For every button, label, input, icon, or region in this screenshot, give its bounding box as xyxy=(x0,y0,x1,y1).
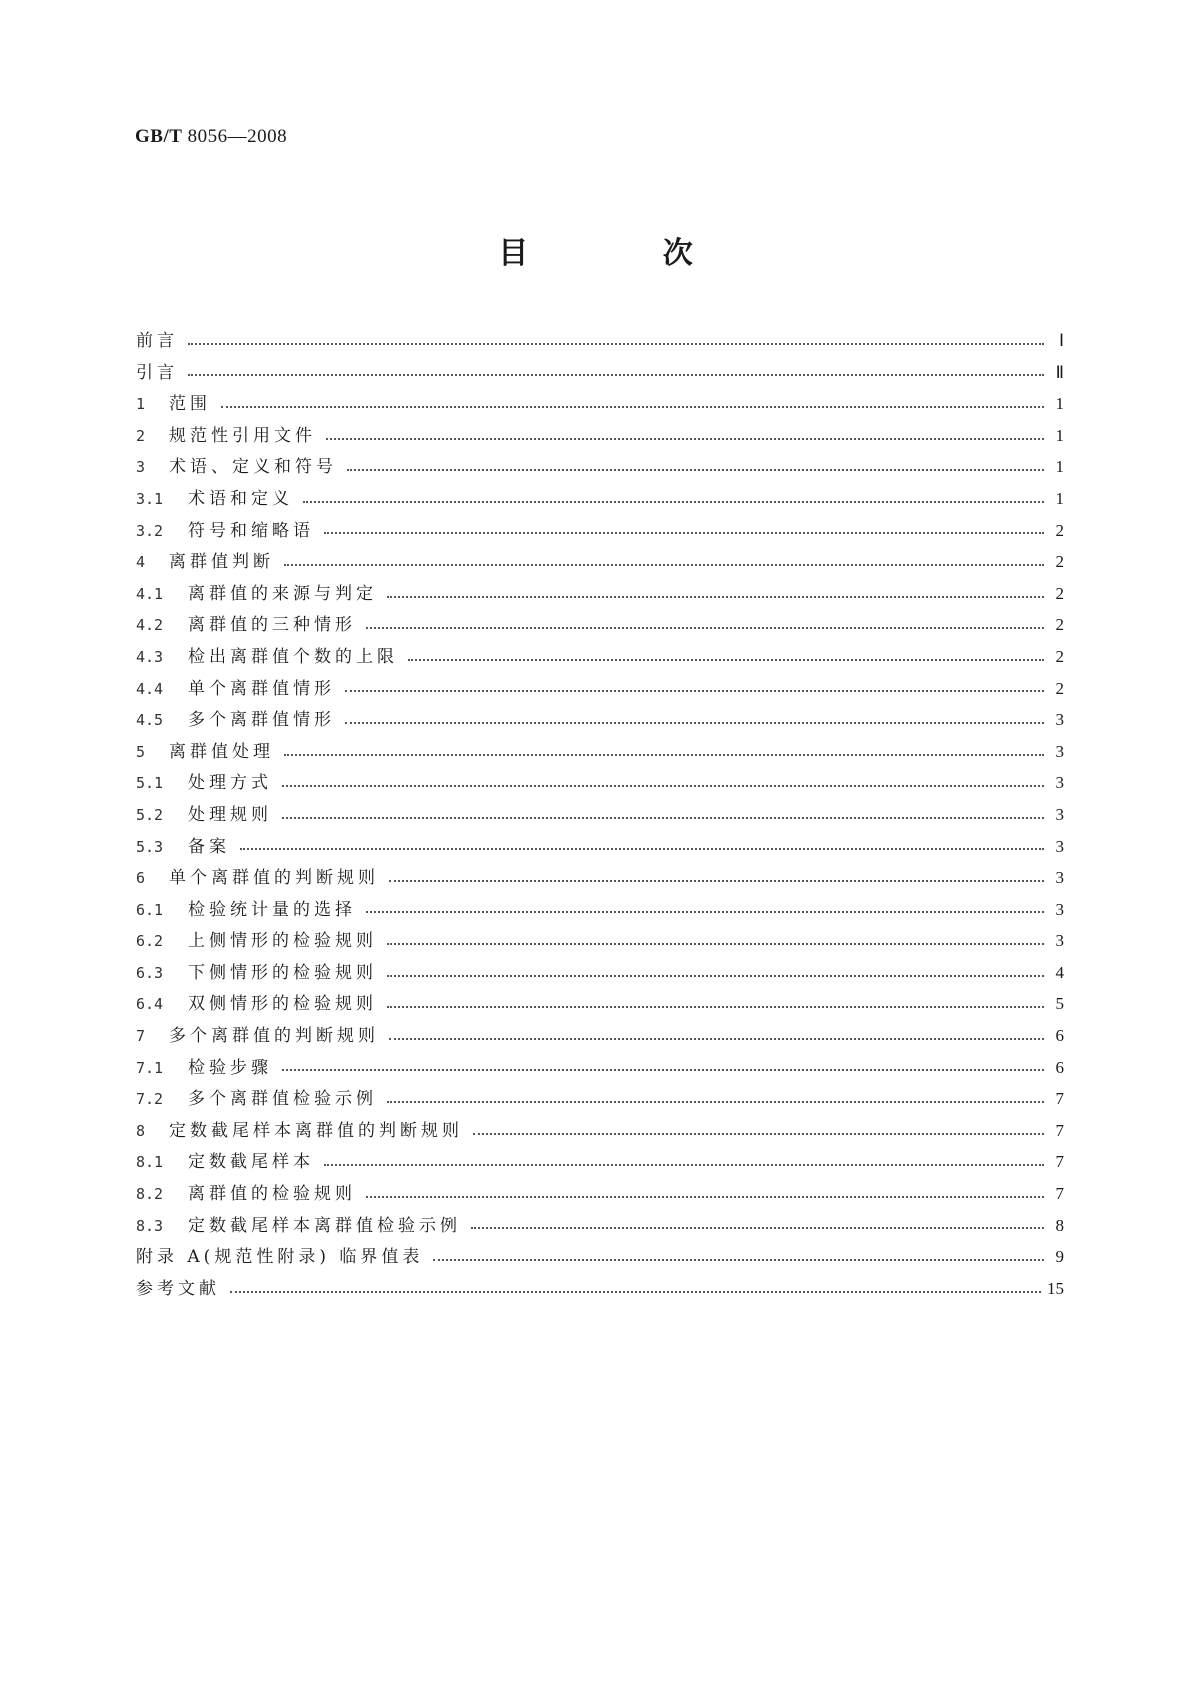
toc-entry-number: 4 xyxy=(136,553,146,572)
toc-entry-page: 1 xyxy=(1055,425,1064,445)
toc-entry-number: 4.4 xyxy=(136,679,164,698)
toc-entry-title: 双侧情形的检验规则 xyxy=(188,994,377,1015)
toc-entry-page: 7 xyxy=(1055,1089,1064,1109)
toc-dot-leader xyxy=(303,501,1044,503)
toc-entry-number: 3 xyxy=(136,458,146,477)
toc-entry-title: 下侧情形的检验规则 xyxy=(188,962,377,983)
toc-entry-title: 检出离群值个数的上限 xyxy=(188,646,398,667)
toc-entry-title: 参考文献 xyxy=(136,1278,220,1299)
toc-dot-leader xyxy=(326,438,1044,440)
toc-dot-leader xyxy=(366,911,1044,913)
toc-entry[interactable] xyxy=(136,516,1064,548)
toc-entry-page: 2 xyxy=(1055,646,1064,666)
toc-entry-number: 7 xyxy=(136,1027,146,1046)
toc-entry[interactable] xyxy=(136,863,1064,895)
toc-entry-page: 2 xyxy=(1055,583,1064,603)
toc-entry[interactable] xyxy=(136,1179,1064,1211)
toc-entry-page: 3 xyxy=(1055,899,1064,919)
toc-entry[interactable] xyxy=(136,1211,1064,1243)
toc-dot-leader xyxy=(345,690,1044,692)
toc-entry-title: 多个离群值情形 xyxy=(188,710,335,731)
toc-entry-page: 2 xyxy=(1055,678,1064,698)
toc-entry-number: 5.3 xyxy=(136,837,164,856)
toc-dot-leader xyxy=(324,1164,1044,1166)
toc-entry[interactable] xyxy=(136,1053,1064,1085)
toc-entry[interactable] xyxy=(136,1147,1064,1179)
toc-dot-leader xyxy=(387,596,1044,598)
toc-entry-page: Ⅰ xyxy=(1058,331,1064,350)
toc-entry[interactable] xyxy=(136,1274,1064,1306)
toc-entry-number: 7.2 xyxy=(136,1090,164,1109)
toc-entry-number: 3.1 xyxy=(136,489,164,508)
toc-entry-number: 8.3 xyxy=(136,1216,164,1235)
table-of-contents xyxy=(136,326,1064,1305)
toc-dot-leader xyxy=(324,532,1044,534)
toc-entry[interactable] xyxy=(136,800,1064,832)
toc-dot-leader xyxy=(387,975,1044,977)
toc-entry-number: 8 xyxy=(136,1121,146,1140)
toc-entry-page: 2 xyxy=(1055,552,1064,572)
toc-entry[interactable] xyxy=(136,1021,1064,1053)
toc-entry-title: 多个离群值的判断规则 xyxy=(169,1026,379,1047)
toc-dot-leader xyxy=(387,943,1044,945)
toc-dot-leader xyxy=(471,1227,1044,1229)
toc-entry-page: 3 xyxy=(1055,868,1064,888)
toc-entry-title: 离群值的检验规则 xyxy=(188,1184,356,1205)
standard-number: 8056—2008 xyxy=(187,126,288,147)
toc-entry[interactable] xyxy=(136,547,1064,579)
toc-entry[interactable] xyxy=(136,326,1064,358)
toc-dot-leader xyxy=(221,406,1044,408)
toc-entry-number: 3.2 xyxy=(136,521,164,540)
toc-dot-leader xyxy=(230,1291,1041,1293)
toc-entry-number: 6 xyxy=(136,869,146,888)
toc-dot-leader xyxy=(408,659,1044,661)
toc-entry-title: 处理方式 xyxy=(188,773,272,794)
toc-entry-page: 1 xyxy=(1055,488,1064,508)
toc-entry[interactable] xyxy=(136,389,1064,421)
toc-entry-page: 3 xyxy=(1055,710,1064,730)
toc-entry-page: 7 xyxy=(1055,1152,1064,1172)
toc-dot-leader xyxy=(284,564,1044,566)
toc-entry-title: 定数截尾样本 xyxy=(188,1152,314,1173)
toc-entry-page: 7 xyxy=(1055,1120,1064,1140)
toc-entry[interactable] xyxy=(136,1084,1064,1116)
toc-entry[interactable] xyxy=(136,737,1064,769)
toc-entry[interactable] xyxy=(136,1116,1064,1148)
toc-entry-title: 前言 xyxy=(136,331,178,351)
toc-entry[interactable] xyxy=(136,579,1064,611)
toc-entry-number: 2 xyxy=(136,426,146,445)
toc-entry-title: 定数截尾样本离群值检验示例 xyxy=(188,1215,461,1236)
toc-entry-title: 离群值的三种情形 xyxy=(188,615,356,636)
toc-entry-title: 上侧情形的检验规则 xyxy=(188,931,377,952)
toc-entry[interactable] xyxy=(136,768,1064,800)
toc-entry[interactable] xyxy=(136,958,1064,990)
toc-dot-leader xyxy=(473,1133,1044,1135)
toc-dot-leader xyxy=(188,374,1044,376)
toc-entry-number: 6.1 xyxy=(136,900,164,919)
toc-entry-page: 2 xyxy=(1055,615,1064,635)
toc-entry-number: 5 xyxy=(136,742,146,761)
toc-entry-title: 离群值的来源与判定 xyxy=(188,583,377,604)
toc-entry-page: 3 xyxy=(1055,804,1064,824)
toc-entry-title: 术语、定义和符号 xyxy=(169,457,337,478)
toc-dot-leader xyxy=(240,848,1044,850)
toc-entry-page: 8 xyxy=(1055,1215,1064,1235)
toc-entry-page: 6 xyxy=(1055,1057,1064,1077)
toc-dot-leader xyxy=(282,817,1044,819)
toc-entry[interactable] xyxy=(136,421,1064,453)
toc-entry-page: 3 xyxy=(1055,836,1064,856)
toc-entry-page: 3 xyxy=(1055,931,1064,951)
toc-entry-number: 6.3 xyxy=(136,963,164,982)
toc-dot-leader xyxy=(188,343,1044,345)
toc-entry-title: 定数截尾样本离群值的判断规则 xyxy=(169,1120,463,1141)
toc-entry-page: 2 xyxy=(1055,520,1064,540)
toc-entry-number: 4.5 xyxy=(136,711,164,730)
toc-dot-leader xyxy=(433,1259,1044,1261)
toc-title: 目 次 xyxy=(498,236,755,271)
toc-dot-leader xyxy=(282,1069,1044,1071)
toc-entry[interactable] xyxy=(136,642,1064,674)
toc-entry-title: 离群值处理 xyxy=(169,741,274,762)
toc-entry-title: 符号和缩略语 xyxy=(188,520,314,541)
toc-entry-page: 3 xyxy=(1055,773,1064,793)
toc-entry-page: 7 xyxy=(1055,1184,1064,1204)
toc-entry[interactable] xyxy=(136,926,1064,958)
toc-entry-title: 单个离群值的判断规则 xyxy=(169,868,379,889)
toc-entry[interactable] xyxy=(136,705,1064,737)
toc-entry[interactable] xyxy=(136,610,1064,642)
toc-dot-leader xyxy=(366,627,1044,629)
toc-entry-page: 9 xyxy=(1055,1247,1064,1267)
toc-entry-number: 6.4 xyxy=(136,995,164,1014)
toc-entry[interactable] xyxy=(136,452,1064,484)
toc-entry-number: 6.2 xyxy=(136,932,164,951)
toc-dot-leader xyxy=(387,1101,1044,1103)
toc-entry-title: 处理规则 xyxy=(188,804,272,825)
toc-dot-leader xyxy=(389,1038,1044,1040)
toc-entry-page: 5 xyxy=(1055,994,1064,1014)
toc-entry-number: 7.1 xyxy=(136,1058,164,1077)
standard-prefix: GB/T xyxy=(135,126,183,147)
toc-entry-number: 1 xyxy=(136,395,146,414)
toc-entry[interactable] xyxy=(136,674,1064,706)
toc-entry-title: 规范性引用文件 xyxy=(169,425,316,446)
toc-dot-leader xyxy=(345,722,1044,724)
toc-entry-page: 15 xyxy=(1047,1278,1064,1298)
toc-entry-title: 备案 xyxy=(188,836,230,857)
toc-entry-title: 引言 xyxy=(136,362,178,383)
toc-entry-title: 术语和定义 xyxy=(188,488,293,509)
toc-entry-title: 检验统计量的选择 xyxy=(188,899,356,920)
toc-entry-page: 4 xyxy=(1055,962,1064,982)
toc-dot-leader xyxy=(366,1196,1044,1198)
toc-entry-page: 3 xyxy=(1055,741,1064,761)
toc-entry[interactable] xyxy=(136,358,1064,390)
toc-entry-number: 4.3 xyxy=(136,647,164,666)
toc-entry-title: 离群值判断 xyxy=(169,552,274,573)
toc-entry-number: 8.2 xyxy=(136,1185,164,1204)
toc-entry-number: 4.1 xyxy=(136,584,164,603)
document-code xyxy=(135,126,287,148)
toc-entry-title: 单个离群值情形 xyxy=(188,678,335,699)
toc-dot-leader xyxy=(387,1006,1044,1008)
toc-entry[interactable] xyxy=(136,989,1064,1021)
toc-entry-page: 6 xyxy=(1055,1026,1064,1046)
toc-entry-number: 4.2 xyxy=(136,616,164,635)
toc-entry-title: 范围 xyxy=(169,394,211,415)
toc-entry[interactable] xyxy=(136,832,1064,864)
toc-entry-number: 8.1 xyxy=(136,1153,164,1172)
toc-entry-number: 5.1 xyxy=(136,774,164,793)
toc-entry-title: 附录 A(规范性附录) 临界值表 xyxy=(136,1247,424,1268)
toc-dot-leader xyxy=(282,785,1044,787)
toc-entry-page: 1 xyxy=(1055,457,1064,477)
toc-entry-page: Ⅱ xyxy=(1055,362,1064,382)
toc-entry[interactable] xyxy=(136,895,1064,927)
toc-entry-title: 检验步骤 xyxy=(188,1057,272,1078)
toc-dot-leader xyxy=(284,754,1044,756)
toc-dot-leader xyxy=(347,469,1044,471)
toc-entry-title: 多个离群值检验示例 xyxy=(188,1089,377,1110)
toc-entry[interactable] xyxy=(136,484,1064,516)
toc-dot-leader xyxy=(389,880,1044,882)
toc-entry-number: 5.2 xyxy=(136,805,164,824)
toc-entry-page: 1 xyxy=(1055,394,1064,414)
toc-entry[interactable] xyxy=(136,1242,1064,1274)
